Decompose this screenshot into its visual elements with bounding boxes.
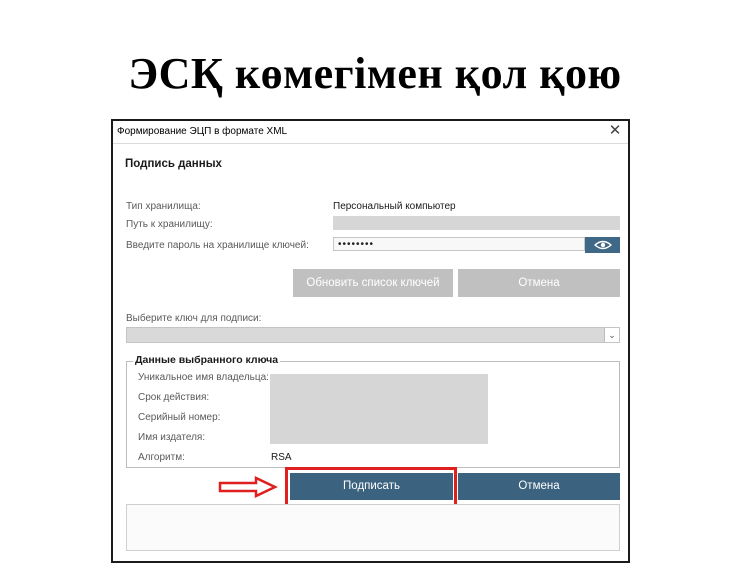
show-password-button[interactable]	[585, 237, 620, 253]
password-label: Введите пароль на хранилище ключей:	[126, 240, 309, 251]
slide-title: ЭСҚ көмегімен қол қою	[128, 49, 622, 98]
validity-label: Срок действия:	[138, 392, 210, 403]
storage-path-label: Путь к хранилищу:	[126, 219, 213, 230]
key-select[interactable]	[126, 327, 620, 343]
serial-label: Серийный номер:	[138, 412, 221, 423]
dialog-title: Формирование ЭЦП в формате XML	[117, 126, 288, 137]
owner-label: Уникальное имя владельца:	[138, 372, 269, 383]
storage-type-label: Тип хранилища:	[126, 201, 201, 212]
xml-signature-dialog	[111, 119, 630, 563]
password-input[interactable]: ••••••••	[333, 237, 585, 251]
section-title: Подпись данных	[125, 158, 222, 170]
algorithm-label: Алгоритм:	[138, 452, 185, 463]
algorithm-value: RSA	[271, 452, 292, 463]
status-area	[126, 504, 620, 551]
sign-button[interactable]: Подписать	[290, 473, 453, 500]
sign-button-highlight	[285, 467, 457, 507]
refresh-keys-button[interactable]: Обновить список ключей	[293, 269, 453, 297]
right-arrow-icon	[218, 476, 278, 498]
select-key-label: Выберите ключ для подписи:	[126, 313, 262, 324]
key-group-title: Данные выбранного ключа	[135, 354, 279, 366]
storage-path-field[interactable]	[333, 216, 620, 230]
chevron-down-icon[interactable]: ⌄	[604, 328, 619, 342]
key-details-area	[270, 374, 488, 444]
storage-type-value: Персональный компьютер	[333, 201, 456, 212]
close-icon[interactable]: ✕	[608, 122, 622, 139]
issuer-label: Имя издателя:	[138, 432, 206, 443]
dialog-titlebar	[113, 121, 628, 144]
cancel-top-button[interactable]: Отмена	[458, 269, 620, 297]
eye-icon	[594, 240, 612, 250]
key-data-group	[126, 354, 620, 468]
cancel-bottom-button[interactable]: Отмена	[458, 473, 620, 500]
